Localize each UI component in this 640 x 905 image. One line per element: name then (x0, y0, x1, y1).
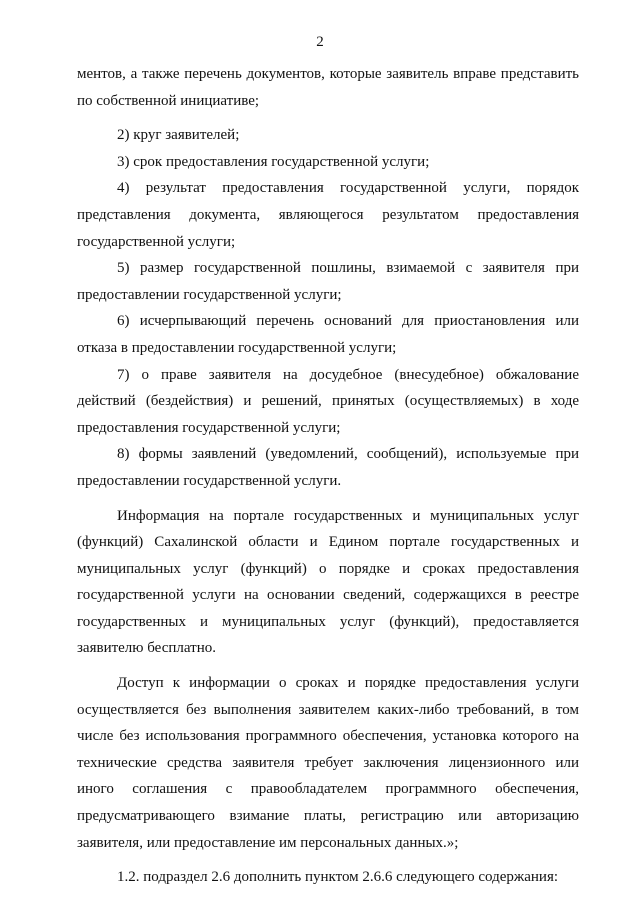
list-item-service-term: 3) срок предоставления государственной услуги; (117, 153, 430, 170)
list-item-applicants: 2) круг заявителей; (117, 127, 240, 144)
paragraph-documents-continuation: ментов, а также перечень документов, которые заявитель вправе представить по собственной инициативе; (77, 66, 579, 109)
paragraph-subsection-amendment: 1.2. подраздел 2.6 дополнить пунктом 2.6.6 следующего содержания: (117, 869, 559, 886)
paragraph-portal-information: Информация на портале государственных и муниципальных услуг (функций) Сахалинской области и Едином портале государственных и муниципальных услуг (функций) о порядке и сроках предоставления государственной услуги на основании сведений, содержащихся в реестре государственных и муниципальных услуг (функций), предоставляется заявителю бесплатно. (77, 507, 579, 657)
list-item-application-forms: 8) формы заявлений (уведомлений, сообщений), используемые при предоставлении государственной услуги. (77, 446, 579, 489)
list-item-appeal-right: 7) о праве заявителя на досудебное (внесудебное) обжалование действий (бездействия) и решений, принятых (осуществляемых) в ходе предоставления государственной услуги; (77, 366, 579, 436)
list-item-suspension-grounds: 6) исчерпывающий перечень оснований для приостановления или отказа в предоставлении государственной услуги; (77, 313, 579, 356)
paragraph-information-access: Доступ к информации о сроках и порядке предоставления услуги осуществляется без выполнения заявителем каких-либо требований, в том числе без использования программного обеспечения, установка которого на технические средства заявителя требует заключения лицензионного или иного соглашения с правообладателем программного обеспечения, предусматривающего взимание платы, регистрацию или авторизацию заявителя, или предоставление им персональных данных.»; (77, 675, 579, 851)
document-body (77, 61, 579, 891)
page-number: 2 (316, 34, 324, 50)
list-item-service-result: 4) результат предоставления государственной услуги, порядок представления документа, являющегося результатом предоставления государственной услуги; (77, 180, 579, 250)
list-item-state-fee: 5) размер государственной пошлины, взимаемой с заявителя при предоставлении государственной услуги; (77, 260, 579, 303)
